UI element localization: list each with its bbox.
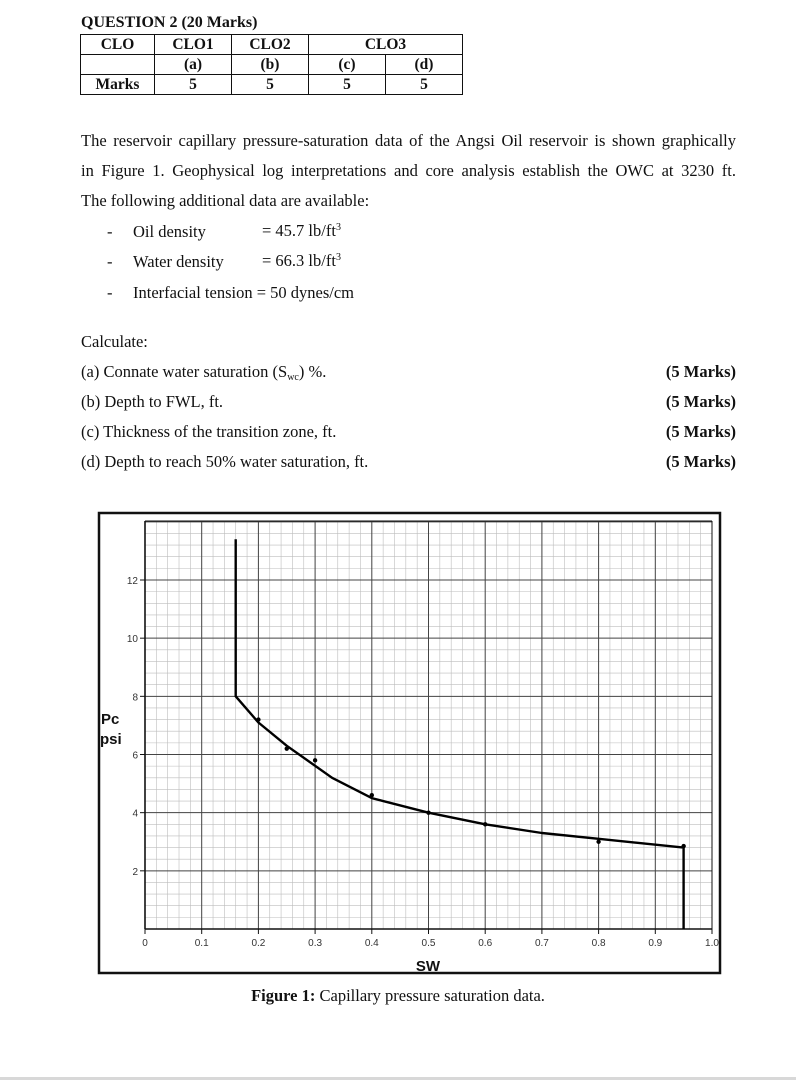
table-cell: CLO1 <box>155 35 232 55</box>
interfacial-tension-label: Interfacial tension = 50 dynes/cm <box>133 283 354 302</box>
y-axis-label-line1: Pc <box>101 711 120 728</box>
y-axis-label-line2: psi <box>100 731 122 748</box>
question-d: (d) Depth to reach 50% water saturation, ft. <box>81 452 369 471</box>
table-cell: 5 <box>232 75 309 95</box>
intro-line-1: The reservoir capillary pressure-saturation data of the Angsi Oil reservoir is shown graphically <box>81 131 736 150</box>
intro-line-2: in Figure 1. Geophysical log interpretations and core analysis establish the OWC at 3230 ft. <box>81 161 736 180</box>
x-tick-label: 0.3 <box>308 938 323 949</box>
question-heading: QUESTION 2 (20 Marks) <box>81 14 258 31</box>
table-cell: (d) <box>386 55 463 75</box>
marks-b: (5 Marks) <box>665 392 736 411</box>
data-point <box>313 758 317 762</box>
unit-superscript: 3 <box>335 252 341 263</box>
x-tick-label: 0 <box>142 938 148 949</box>
oil-density-label: Oil density <box>133 222 206 241</box>
table-cell: (c) <box>309 55 386 75</box>
water-density-number: = 66.3 lb/ft <box>262 251 336 270</box>
marks-d: (5 Marks) <box>665 452 736 471</box>
data-point <box>370 793 374 797</box>
question-a-text: (a) Connate water saturation (S <box>81 362 288 381</box>
table-cell: 5 <box>386 75 463 95</box>
data-point <box>285 746 289 750</box>
data-point <box>681 844 685 848</box>
calculate-label: Calculate: <box>81 332 148 351</box>
y-tick-label: 12 <box>126 576 138 587</box>
water-density-label: Water density <box>133 252 224 271</box>
x-tick-label: 1.0 <box>705 938 719 949</box>
data-point <box>256 717 260 721</box>
bullet-dash: - <box>107 222 113 241</box>
figure-caption-label: Figure 1: <box>251 986 316 1005</box>
y-tick-label: 4 <box>132 808 138 820</box>
oil-density-number: = 45.7 lb/ft <box>262 221 336 240</box>
x-tick-label: 0.4 <box>364 938 379 949</box>
x-tick-label: 0.6 <box>478 938 493 949</box>
x-tick-label: 0.9 <box>648 938 663 949</box>
table-cell: CLO2 <box>232 35 309 55</box>
swc-subscript: wc <box>287 372 299 383</box>
marks-a: (5 Marks) <box>665 362 736 381</box>
table-cell: 5 <box>155 75 232 95</box>
question-a-suffix: ) %. <box>298 362 327 381</box>
x-axis-label: SW <box>415 958 441 975</box>
table-cell: Marks <box>81 75 155 95</box>
intro-line-3: The following additional data are available: <box>81 191 370 210</box>
x-tick-label: 0.5 <box>421 938 436 949</box>
table-cell: CLO <box>81 35 155 55</box>
y-tick-label: 8 <box>132 692 138 704</box>
data-point <box>426 810 430 814</box>
unit-superscript: 3 <box>335 222 341 233</box>
table-cell: (a) <box>155 55 232 75</box>
y-tick-label: 10 <box>126 634 138 646</box>
x-tick-label: 0.7 <box>534 938 549 949</box>
data-point <box>596 840 600 844</box>
question-b: (b) Depth to FWL, ft. <box>81 392 224 411</box>
figure-caption <box>0 986 796 1006</box>
table-cell: 5 <box>309 75 386 95</box>
bullet-dash: - <box>107 252 113 271</box>
figure-caption-text: Capillary pressure saturation data. <box>315 986 545 1005</box>
x-tick-label: 0.8 <box>591 938 606 949</box>
table-cell: (b) <box>232 55 309 75</box>
question-c: (c) Thickness of the transition zone, ft. <box>81 422 337 441</box>
table-cell: CLO3 <box>309 35 463 55</box>
bullet-dash: - <box>107 283 113 302</box>
y-tick-label: 2 <box>132 866 138 878</box>
x-tick-label: 0.2 <box>251 938 266 949</box>
x-tick-label: 0.1 <box>194 938 209 949</box>
data-point <box>483 822 487 826</box>
marks-c: (5 Marks) <box>665 422 736 441</box>
y-tick-label: 6 <box>132 750 138 762</box>
